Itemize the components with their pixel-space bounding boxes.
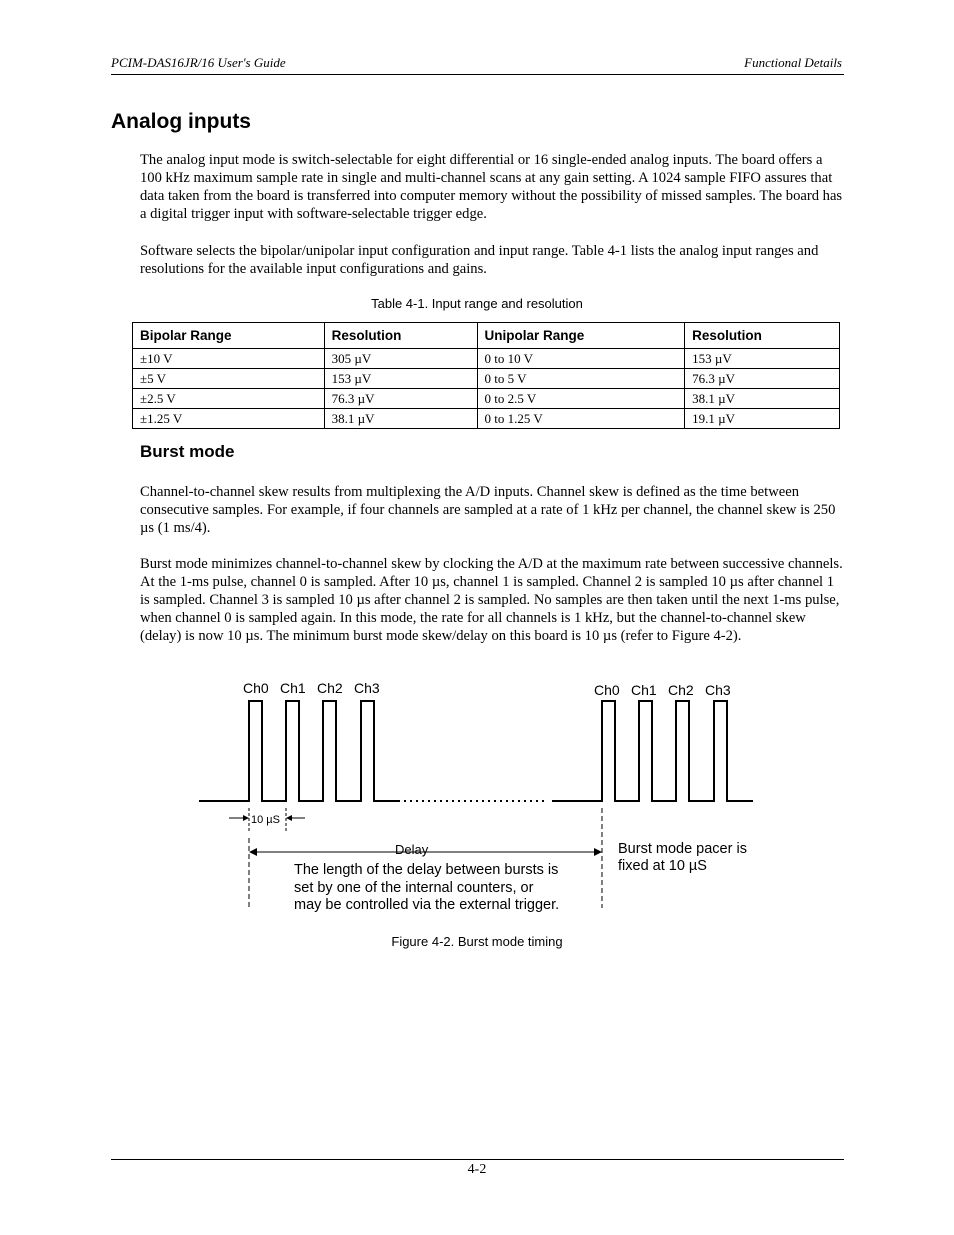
table-caption: Table 4-1. Input range and resolution [371,296,583,311]
table-cell: 0 to 5 V [477,369,685,389]
page-number: 4-2 [467,1162,487,1177]
delay-label: Delay [395,842,429,857]
delay-note-line: set by one of the internal counters, or [294,880,534,896]
table-cell: 0 to 1.25 V [477,409,685,429]
pacer-note-line: Burst mode pacer is [618,841,747,857]
channel-label: Ch3 [705,682,731,698]
channel-label: Ch2 [317,680,343,696]
header-guide-title: PCIM-DAS16JR/16 User's Guide [111,55,286,70]
interval-label: 10 µS [251,814,280,826]
burst-mode-paragraph-1: Channel-to-channel skew results from multiplexing the A/D inputs. Channel skew is defined as the time between consecutive samples. For example, if four channels are sampled at a rate of 1 kHz per channel, the channel skew is 250 µs (1 ms/4). [140,484,836,536]
burst-mode-paragraph-2: Burst mode minimizes channel-to-channel skew by clocking the A/D at the maximum rate between successive channels. At the 1-ms pulse, channel 0 is sampled. After 10 µs, channel 1 is sampled. Channel 2 is sampled 10 µs after channel 1 is sampled. Channel 3 is sampled 10 µs after channel 2 is sampled. No samples are then taken until the next 1-ms pulse, when channel 0 is sampled again. In this mode, the rate for all channels is 1 kHz, but the channel-to-channel skew (delay) is now 10 µs. The minimum burst mode skew/delay on this board is 10 µs (refer to Figure 4-2). [140,556,843,644]
table-cell: 76.3 µV [324,389,477,409]
channel-label: Ch3 [354,680,380,696]
channel-label: Ch1 [631,682,657,698]
burst-waveform-right [552,701,753,801]
channel-label: Ch1 [280,680,306,696]
channel-label: Ch0 [243,680,269,696]
channel-label: Ch2 [668,682,694,698]
column-header: Resolution [685,323,840,349]
column-header: Bipolar Range [133,323,325,349]
column-header: Resolution [324,323,477,349]
footer-rule [111,1159,844,1160]
analog-inputs-paragraph-1: The analog input mode is switch-selectable for eight differential or 16 single-ended analog inputs. The board offers a 100 kHz maximum sample rate in single and multi-channel scans at any gain setting. A 1024 sample FIFO assures that data taken from the board is transferred into computer memory without the possibility of missed samples. The board has a digital trigger input with software-selectable trigger edge. [140,152,843,222]
table-cell: 0 to 2.5 V [477,389,685,409]
delay-note-line: may be controlled via the external trigger. [294,897,560,913]
delay-note-line: The length of the delay between bursts is [294,862,559,878]
table-cell: ±10 V [133,349,325,369]
table-cell: 38.1 µV [324,409,477,429]
table-cell: 76.3 µV [685,369,840,389]
channel-label: Ch0 [594,682,620,698]
table-cell: ±5 V [133,369,325,389]
burst-mode-title: Burst mode [140,442,235,461]
delay-arrowhead-left [249,848,257,856]
analog-inputs-paragraph-2: Software selects the bipolar/unipolar input configuration and input range. Table 4-1 lists the analog input ranges and resolutions for the available input configurations and gains. [140,243,819,277]
interval-arrowhead-left [243,815,249,821]
table-cell: 305 µV [324,349,477,369]
table-cell: ±1.25 V [133,409,325,429]
header-section-title: Functional Details [744,55,842,70]
delay-arrowhead-right [594,848,602,856]
section-title: Analog inputs [111,110,251,133]
table-cell: 153 µV [685,349,840,369]
figure-caption: Figure 4-2. Burst mode timing [391,934,563,949]
table-cell: 0 to 10 V [477,349,685,369]
table-cell: 38.1 µV [685,389,840,409]
table-cell: 153 µV [324,369,477,389]
column-header: Unipolar Range [477,323,685,349]
burst-waveform-left [199,701,400,801]
table-cell: 19.1 µV [685,409,840,429]
table-cell: ±2.5 V [133,389,325,409]
interval-arrowhead-right [286,815,292,821]
pacer-note-line: fixed at 10 µS [618,858,707,874]
